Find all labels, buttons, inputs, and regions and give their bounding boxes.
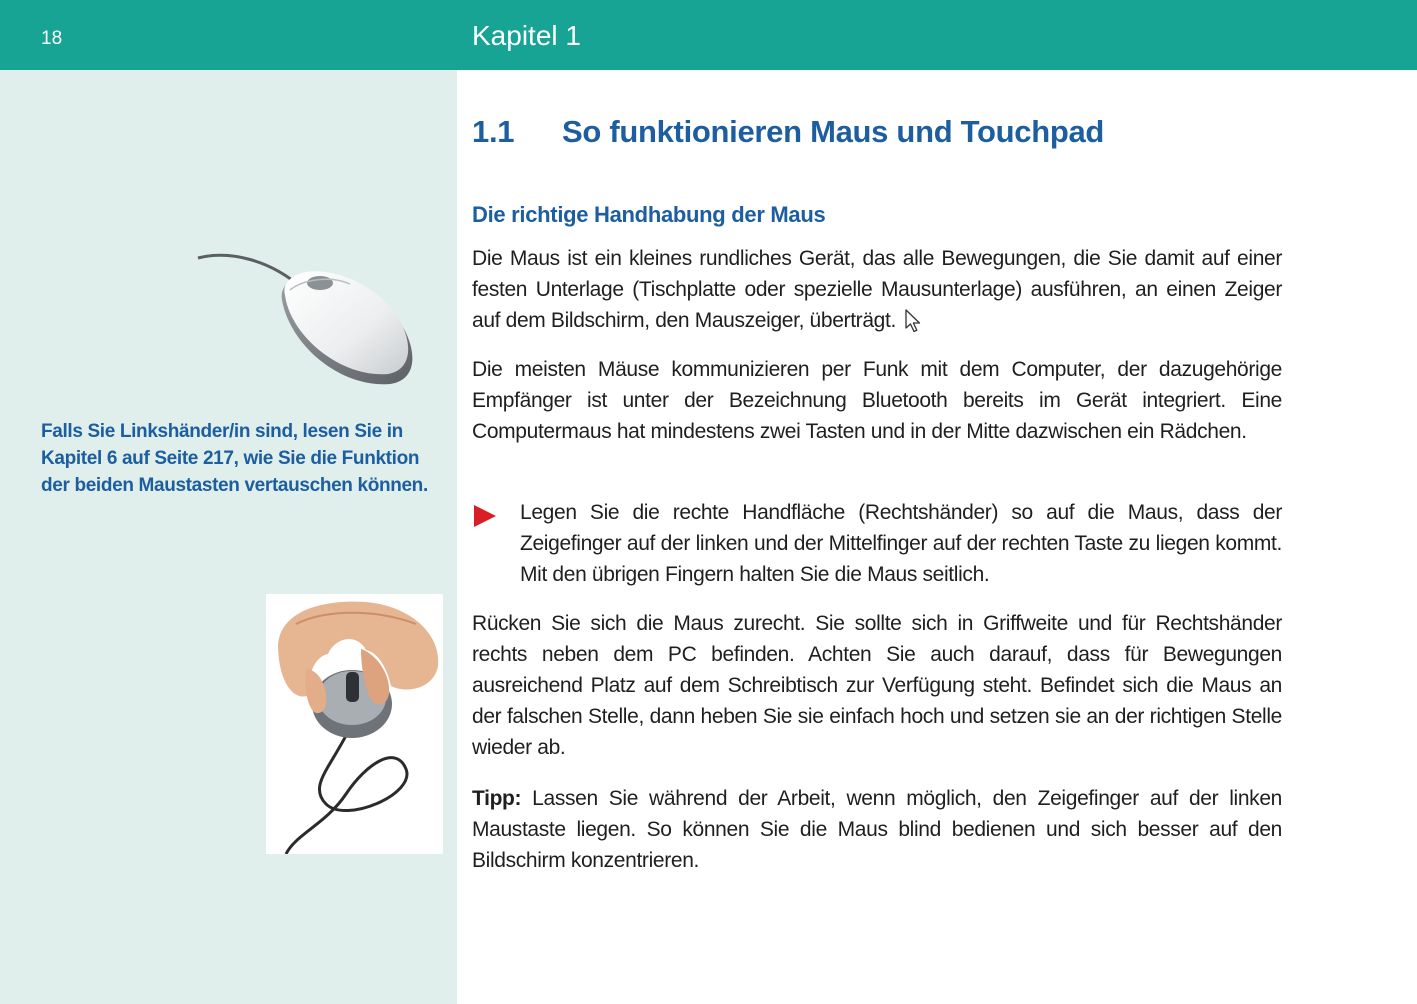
bullet-text: Legen Sie die rechte Handfläche (Rechtshänder) so auf die Maus, dass der Zeigefinger auf der linken und der Mittelfinger auf der rechten Taste zu liegen kommt. Mit den übrigen Fingern halten Sie die Maus seitlich. [520,501,1282,586]
computer-mouse-image [190,250,425,390]
page-header [0,0,1417,70]
hand-on-mouse-image [266,594,443,854]
paragraph-1-text: Die Maus ist ein kleines rundliches Gerät, das alle Bewegungen, die Sie damit auf einer festen Unterlage (Tischplatte oder spezielle Mausunterlage) ausführen, an einen Zeiger auf dem Bildschirm, den Mauszeiger, überträgt. [472,247,1282,332]
subheading: Die richtige Handhabung der Maus [472,202,826,227]
paragraph-2: Die meisten Mäuse kommunizieren per Funk mit dem Computer, der dazugehörige Empfänger ist unter der Bezeichnung Bluetooth bereits im Gerät integriert. Eine Computermaus hat mindestens zwei Tasten und in der Mitte dazwischen ein Rädchen. [472,358,1282,443]
mouse-pointer-icon [904,309,924,333]
chapter-title: Kapitel 1 [472,20,581,51]
section-number: 1.1 [472,114,515,149]
paragraph-1 [472,243,1282,336]
section-title: So funktionieren Maus und Touchpad [562,114,1105,149]
page-number: 18 [41,28,63,49]
tip-paragraph [472,783,1282,876]
tip-text: Lassen Sie während der Arbeit, wenn möglich, den Zeigefinger auf der linken Maustaste liegen. So können Sie die Maus blind bedienen und sich besser auf den Bildschirm konzentrieren. [472,787,1282,872]
triangle-right-icon [474,505,496,527]
section-heading [472,114,1104,150]
paragraph-3: Rücken Sie sich die Maus zurecht. Sie sollte sich in Griffweite und für Rechtshänder rechts neben dem PC befinden. Achten Sie auch darauf, dass für Bewegungen ausreichend Platz auf dem Schreibtisch zur Verfügung steht. Befindet sich die Maus an der falschen Stelle, dann heben Sie sie einfach hoch und setzen sie an der richtigen Stelle wieder ab. [472,612,1282,759]
tip-label: Tipp: [472,787,522,810]
sidebar-note: Falls Sie Linkshänder/in sind, lesen Sie in Kapitel 6 auf Seite 217, wie Sie die Funktion der beiden Maustasten vertauschen können. [41,421,428,496]
sidebar [0,70,457,1004]
